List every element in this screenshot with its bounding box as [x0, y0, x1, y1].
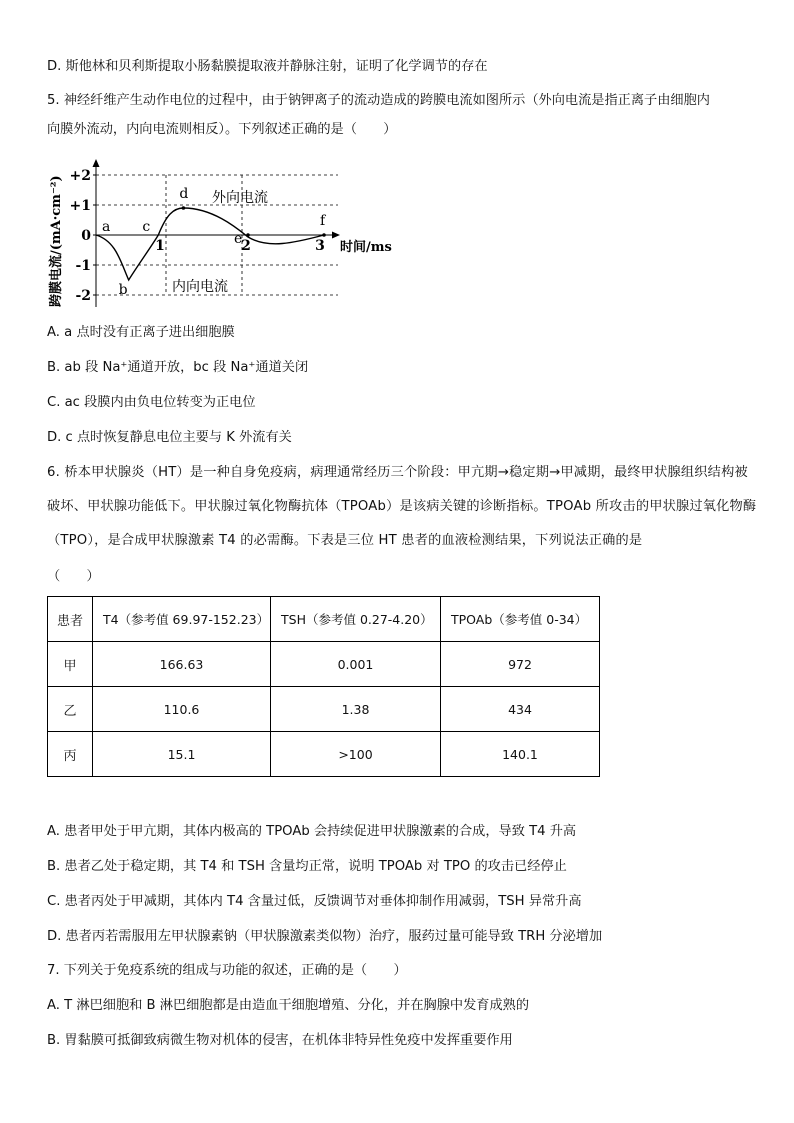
point-label-e: e [234, 231, 243, 247]
table-cell: 140.1 [441, 732, 600, 777]
q5-option-a: A. a 点时没有正离子进出细胞膜 [47, 325, 235, 340]
membrane-current-chart [40, 155, 400, 315]
data-point-f [322, 233, 326, 237]
table-cell: 166.63 [93, 642, 271, 687]
q6-option-a: A. 患者甲处于甲亢期，其体内极高的 TPOAb 会持续促进甲状腺激素的合成，导致 T4 升高 [47, 824, 577, 839]
table-header: TPOAb（参考值 0-34） [441, 597, 600, 642]
q6-option-c: C. 患者丙处于甲减期，其体内 T4 含量过低，反馈调节对垂体抑制作用减弱，TSH 异常升高 [47, 894, 582, 909]
data-point-e [246, 233, 250, 237]
q5-option-d: D. c 点时恢复静息电位主要与 K 外流有关 [47, 430, 292, 445]
x-axis-label: 时间/ms [340, 240, 392, 255]
q7-stem: 7. 下列关于免疫系统的组成与功能的叙述，正确的是（ ） [47, 963, 407, 978]
table-header: TSH（参考值 0.27-4.20） [271, 597, 441, 642]
y-tick-label: -1 [75, 258, 91, 274]
x-tick-label: 2 [241, 238, 251, 254]
table-header: 患者 [48, 597, 93, 642]
table-cell: 乙 [48, 687, 93, 732]
annotation-inward-current: 内向电流 [172, 279, 228, 295]
data-point-d [182, 206, 186, 210]
q6-stem: 6. 桥本甲状腺炎（HT）是一种自身免疫病，病理通常经历三个阶段：甲亢期→稳定期→甲减期，最终甲状腺组织结构被破坏、甲状腺功能低下。甲状腺过氧化物酶抗体（TPOAb）是该病关键的诊断指标。TPOAb 所攻击的甲状腺过氧化物酶（TPO），是合成甲状腺激素 T4 的必需酶。下表是三位 HT 患者的血液检测结果，下列说法正确的是 [47, 465, 757, 548]
current-curve [96, 208, 324, 280]
table-row [48, 732, 600, 777]
table-header-row [48, 597, 600, 642]
table-cell: 972 [441, 642, 600, 687]
y-tick-label: +1 [69, 198, 91, 214]
point-label-b: b [118, 282, 128, 298]
table-cell: 0.001 [271, 642, 441, 687]
q6-paren: （ ） [47, 569, 100, 584]
q5-option-b: B. ab 段 Na⁺通道开放，bc 段 Na⁺通道关闭 [47, 360, 309, 375]
q6-option-b: B. 患者乙处于稳定期，其 T4 和 TSH 含量均正常，说明 TPOAb 对 TPO 的攻击已经停止 [47, 859, 567, 874]
x-tick-label: 3 [315, 238, 325, 254]
q5-stem-line-2: 向膜外流动，内向电流则相反）。下列叙述正确的是（ ） [47, 122, 397, 137]
y-tick-label: 0 [81, 228, 91, 244]
x-tick-label: 1 [155, 238, 165, 254]
table-row [48, 642, 600, 687]
q4-option-d: D. 斯他林和贝利斯提取小肠黏膜提取液并静脉注射，证明了化学调节的存在 [47, 59, 488, 74]
table-cell: >100 [271, 732, 441, 777]
table-cell: 甲 [48, 642, 93, 687]
point-label-c: c [142, 219, 151, 235]
annotation-outward-current: 外向电流 [212, 190, 268, 206]
q5-stem-line-1: 5. 神经纤维产生动作电位的过程中，由于钠钾离子的流动造成的跨膜电流如图所示（外向电流是指正离子由细胞内 [47, 93, 710, 108]
y-tick-label: -2 [75, 288, 91, 304]
q7-option-b: B. 胃黏膜可抵御致病微生物对机体的侵害，在机体非特异性免疫中发挥重要作用 [47, 1033, 513, 1048]
y-tick-label: +2 [69, 168, 91, 184]
table-cell: 15.1 [93, 732, 271, 777]
point-label-a: a [102, 219, 111, 235]
blood-test-table [47, 596, 600, 777]
y-axis-label: 跨膜电流/(mA·cm⁻²) [49, 175, 64, 307]
table-row [48, 687, 600, 732]
point-label-d: d [179, 186, 189, 202]
q7-option-a: A. T 淋巴细胞和 B 淋巴细胞都是由造血干细胞增殖、分化，并在胸腺中发育成熟的 [47, 998, 530, 1013]
table-cell: 434 [441, 687, 600, 732]
table-cell: 1.38 [271, 687, 441, 732]
table-cell: 110.6 [93, 687, 271, 732]
x-axis-arrow [332, 232, 340, 239]
table-header: T4（参考值 69.97-152.23） [93, 597, 271, 642]
q6-option-d: D. 患者丙若需服用左甲状腺素钠（甲状腺激素类似物）治疗，服药过量可能导致 TRH 分泌增加 [47, 929, 603, 944]
y-axis-arrow [93, 159, 100, 167]
point-label-f: f [320, 213, 326, 229]
q5-option-c: C. ac 段膜内由负电位转变为正电位 [47, 395, 256, 410]
table-cell: 丙 [48, 732, 93, 777]
